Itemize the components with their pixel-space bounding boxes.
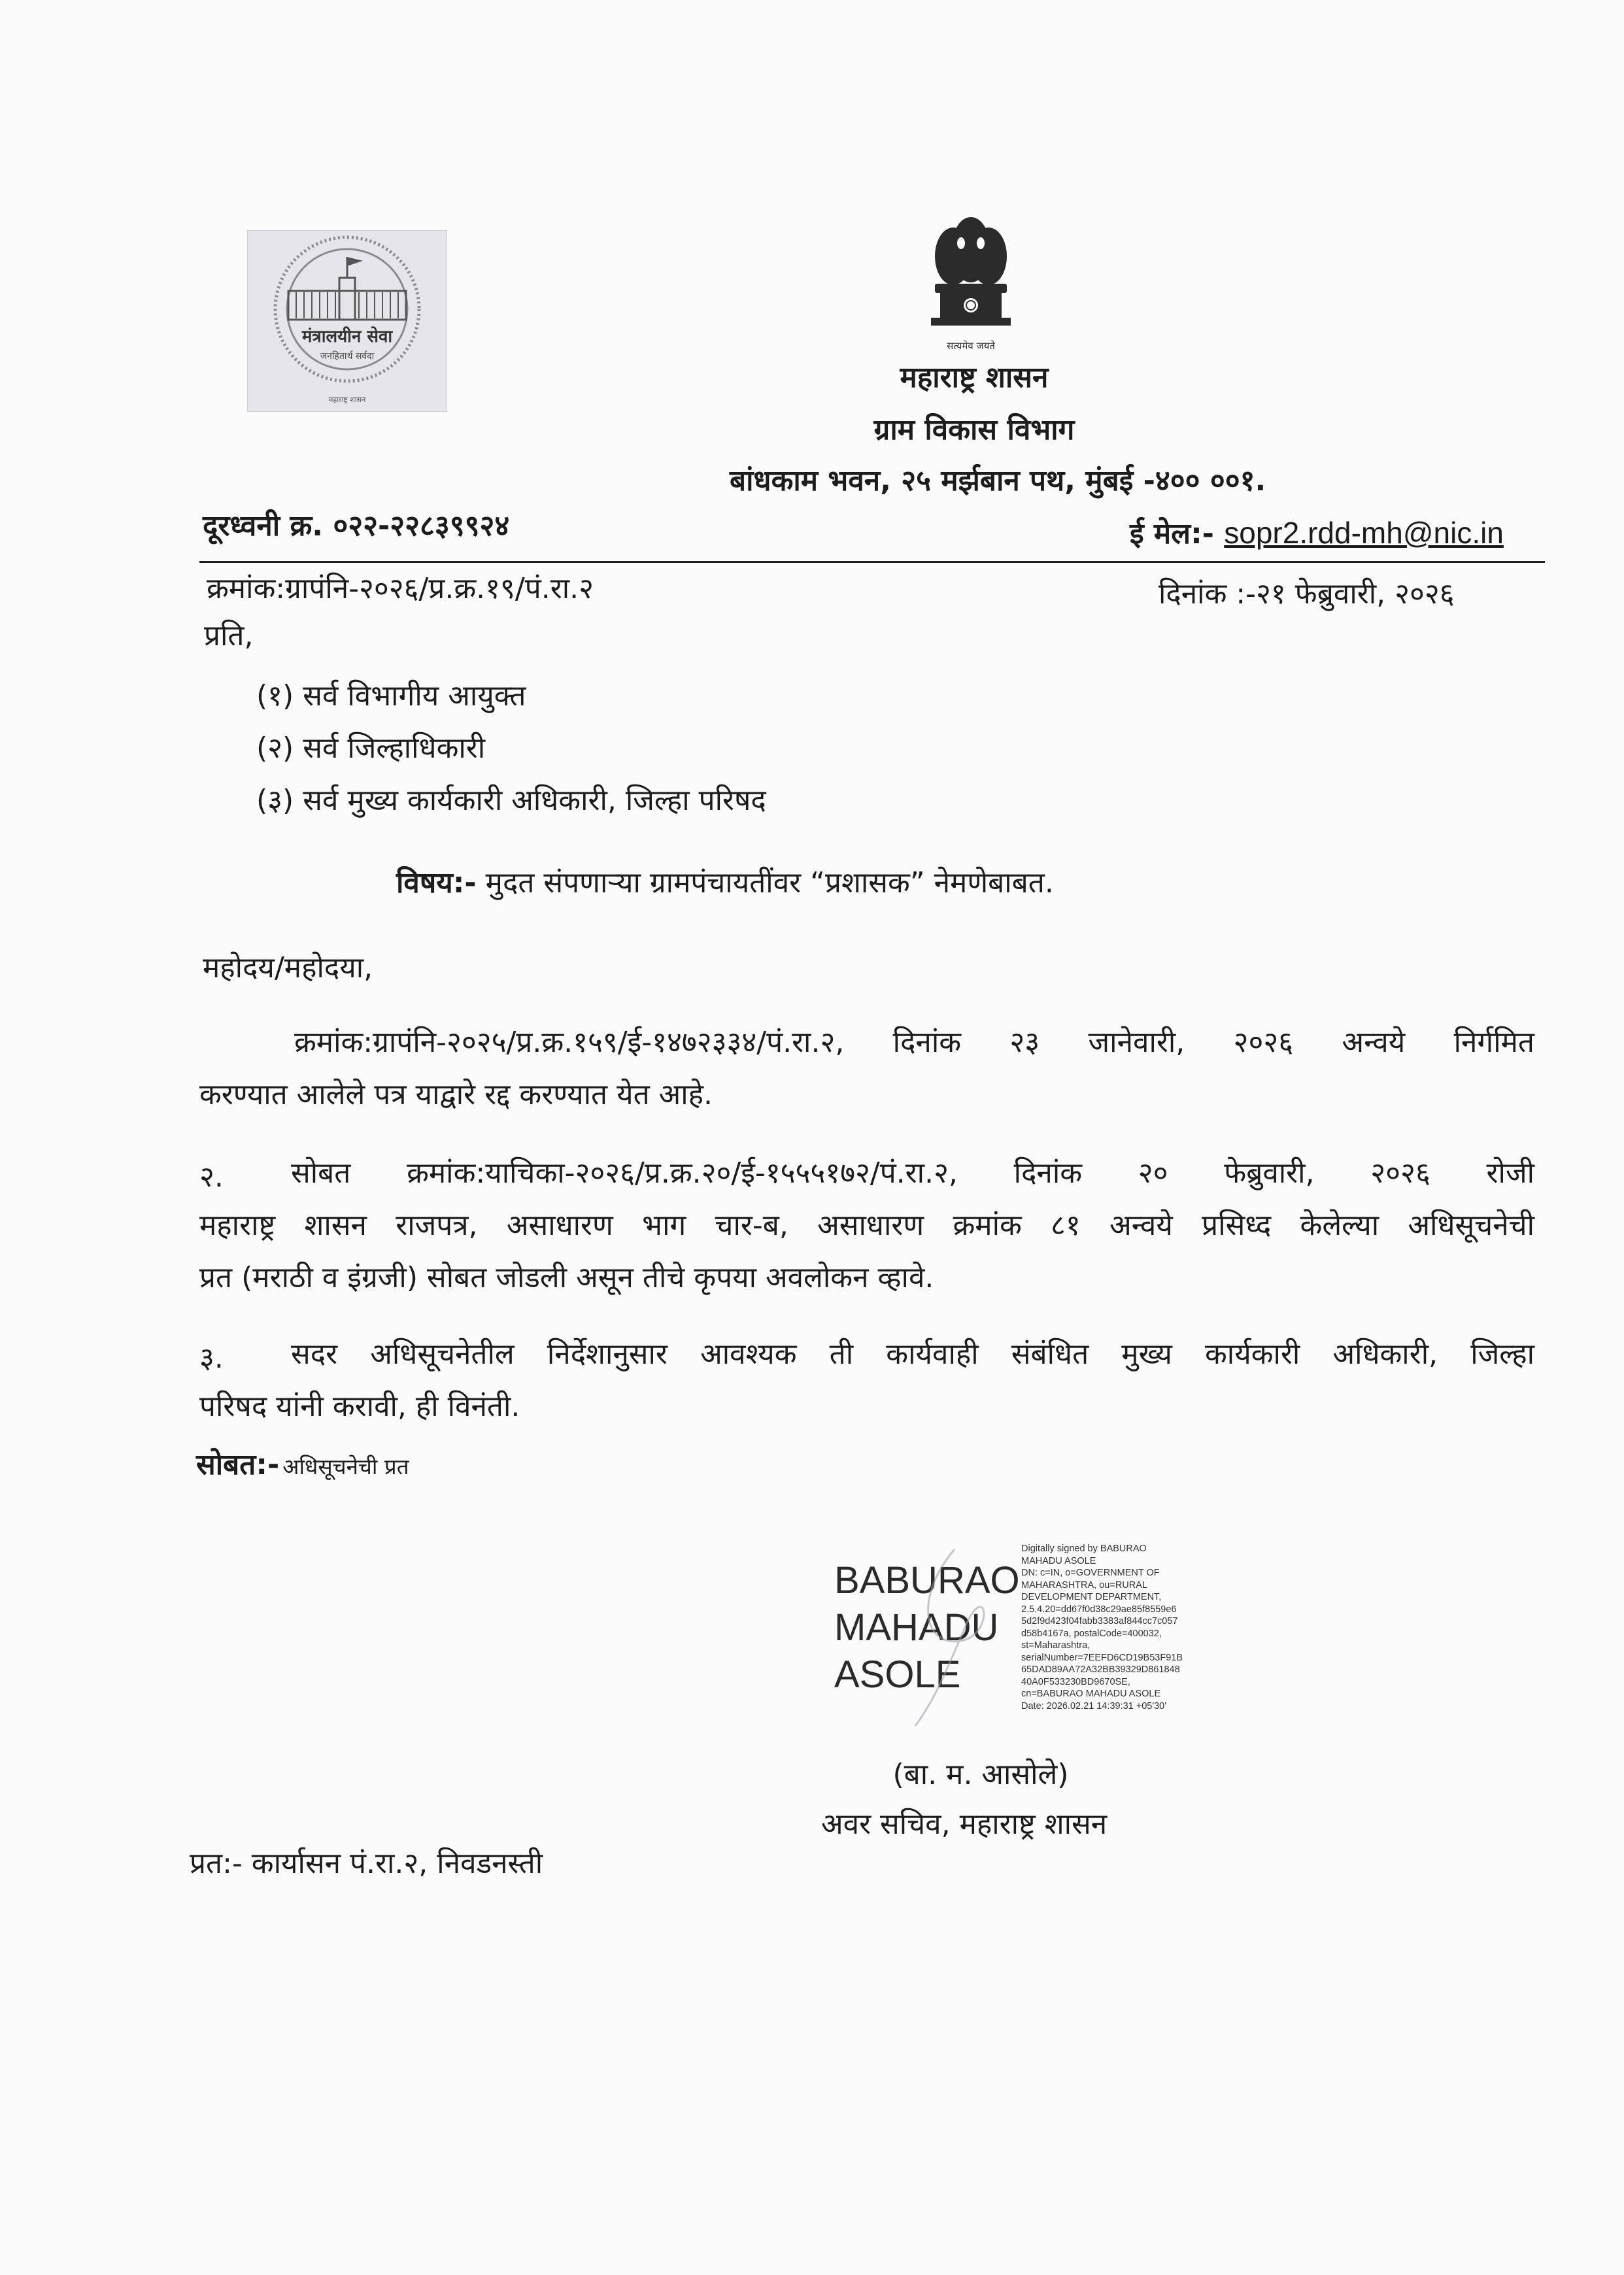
signatory-initials: (बा. म. आसोले)	[892, 1758, 1069, 1791]
logo-left-motto: जनहितार्थ सर्वदा	[320, 351, 375, 362]
paragraph-1	[199, 1017, 1534, 1121]
emblem-motto: सत्यमेव जयते	[947, 340, 995, 352]
signature-name-line-1: BABURAO	[834, 1559, 1020, 1602]
paragraph-2-line-2: महाराष्ट्र शासन राजपत्र, असाधारण भाग चार-ब, असाधारण क्रमांक ८१ अन्वये प्रसिध्द केलेल्या अधिसूचनेची	[199, 1209, 1534, 1242]
signature-meta-line: Date: 2026.02.21 14:39:31 +05'30'	[1021, 1700, 1167, 1711]
signature-meta-line: 5d2f9d423f04fabb3383af844cc7c057	[1021, 1616, 1178, 1626]
signature-meta-line: cn=BABURAO MAHADU ASOLE	[1021, 1689, 1161, 1699]
mantralaya-seva-logo	[247, 230, 447, 412]
copy-to: प्रत:- कार्यासन पं.रा.२, निवडनस्ती	[190, 1847, 543, 1880]
signature-meta-line: MAHADU ASOLE	[1021, 1555, 1096, 1566]
enclosure-text: अधिसूचनेची प्रत	[282, 1454, 409, 1479]
signature-meta-line: 65DAD89AA72A32BB39329D861848	[1021, 1664, 1180, 1675]
reference-number: क्रमांक:ग्रापंनि-२०२६/प्र.क्र.१९/पं.रा.२	[207, 572, 594, 605]
department-name: ग्राम विकास विभाग	[873, 413, 1075, 447]
signature-meta-line: 40A0F533230BD9670SE,	[1021, 1676, 1130, 1687]
national-emblem	[922, 211, 1020, 361]
government-name: महाराष्ट्र शासन	[900, 361, 1049, 394]
signatory-designation: अवर सचिव, महाराष्ट्र शासन	[821, 1808, 1108, 1841]
signature-meta-line: Digitally signed by BABURAO	[1021, 1543, 1147, 1554]
paragraph-2-line-1: सोबत क्रमांक:याचिका-२०२६/प्र.क्र.२०/ई-१५५५१७२/पं.रा.२, दिनांक २० फेब्रुवारी, २०२६ रोजी	[291, 1156, 1534, 1190]
logo-left-footer: महाराष्ट्र शासन	[328, 396, 366, 404]
signature-meta-line: DEVELOPMENT DEPARTMENT,	[1021, 1592, 1162, 1602]
logo-left-title: मंत्रालयीन सेवा	[301, 327, 393, 346]
header-divider	[199, 561, 1545, 563]
paragraph-3-line-2: परिषद यांनी करावी, ही विनंती.	[199, 1390, 520, 1423]
office-address: बांधकाम भवन, २५ मर्झबान पथ, मुंबई -४०० ००१.	[730, 464, 1266, 497]
signature-name-line-3: ASOLE	[834, 1653, 961, 1696]
signature-meta-line: serialNumber=7EEFD6CD19B53F91B	[1021, 1652, 1183, 1663]
signature-meta-line: DN: c=IN, o=GOVERNMENT OF	[1021, 1568, 1160, 1578]
signature-name-line-2: MAHADU	[834, 1606, 999, 1649]
addressee-1: (१) सर्व विभागीय आयुक्त	[256, 679, 526, 713]
enclosure-label: सोबत:-	[196, 1448, 280, 1481]
paragraph-3	[199, 1328, 1534, 1433]
letter-date: दिनांक :-२१ फेब्रुवारी, २०२६	[1159, 577, 1455, 611]
enclosure-line	[196, 1443, 409, 1483]
paragraph-3-number: ३.	[199, 1341, 224, 1375]
signature-meta-line: MAHARASHTRA, ou=RURAL	[1021, 1579, 1147, 1591]
signature-flourish	[909, 1543, 1013, 1732]
subject-text: मुदत संपणाऱ्या ग्रामपंचायतींवर “प्रशासक” नेमणेबाबत.	[485, 866, 1054, 900]
addressee-3: (३) सर्व मुख्य कार्यकारी अधिकारी, जिल्हा परिषद	[256, 784, 766, 817]
paragraph-2-line-3: प्रत (मराठी व इंग्रजी) सोबत जोडली असून तीचे कृपया अवलोकन व्हावे.	[199, 1261, 934, 1294]
paragraph-2-number: २.	[199, 1160, 224, 1194]
to-label: प्रति,	[204, 619, 254, 652]
email-link[interactable]: sopr2.rdd-mh@nic.in	[1224, 516, 1504, 550]
signature-certificate	[1021, 1543, 1183, 1712]
paragraph-1-line-1: क्रमांक:ग्रापंनि-२०२५/प्र.क्र.१५९/ई-१४७२३३४/पं.रा.२, दिनांक २३ जानेवारी, २०२६ अन्वये निर्गमित	[294, 1026, 1534, 1059]
paragraph-1-line-2: करण्यात आलेले पत्र याद्वारे रद्द करण्यात येत आहे.	[199, 1078, 713, 1111]
subject-line	[396, 862, 1054, 901]
signature-meta-line: st=Maharashtra,	[1021, 1640, 1091, 1651]
signature-meta-line: 2.5.4.20=dd67f0d38c29ae85f8559e6	[1021, 1604, 1177, 1615]
paragraph-2	[199, 1147, 1534, 1304]
email-line	[1130, 513, 1504, 552]
signature-meta-line: d58b4167a, postalCode=400032,	[1021, 1628, 1162, 1639]
paragraph-3-line-1: सदर अधिसूचनेतील निर्देशानुसार आवश्यक ती कार्यवाही संबंधित मुख्य कार्यकारी अधिकारी, जिल्हा	[291, 1338, 1534, 1371]
subject-label: विषय:-	[396, 866, 477, 900]
email-label: ई मेल:-	[1130, 517, 1214, 550]
addressee-2: (२) सर्व जिल्हाधिकारी	[256, 732, 486, 765]
phone-number: दूरध्वनी क्र. ०२२-२२८३९९२४	[203, 509, 510, 543]
salutation: महोदय/महोदया,	[203, 951, 373, 985]
